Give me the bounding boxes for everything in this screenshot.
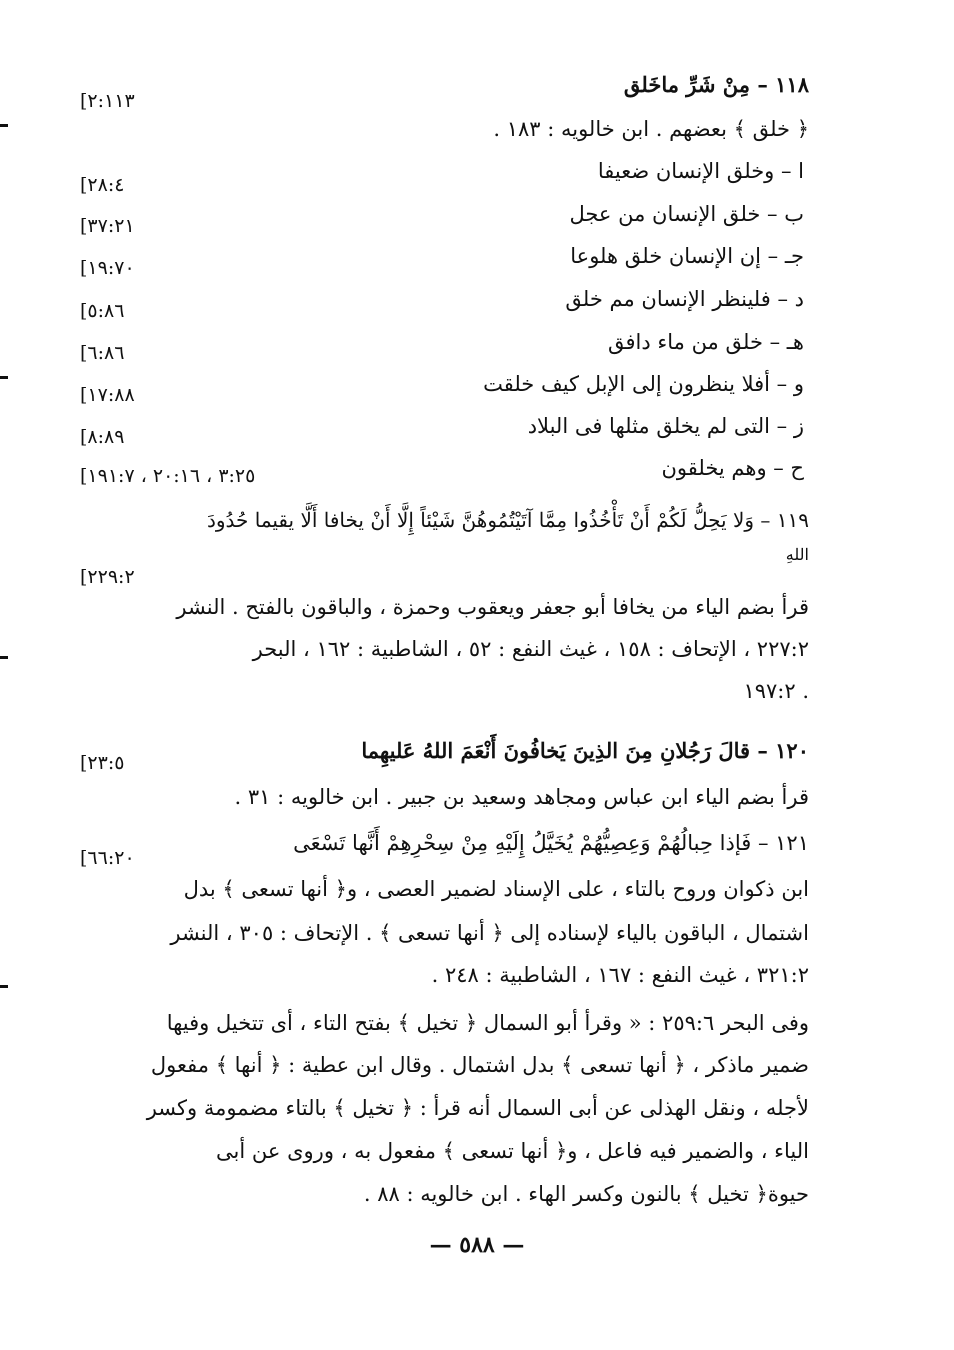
entry-118-subitem-ref: [٥:٨٦ xyxy=(80,300,125,322)
entry-121-commentary: اشتمال ، الباقون بالياء لإسناده إلى ﴿ أنها تسعى ﴾ . الإتحاف : ٣٠٥ ، النشر xyxy=(170,921,809,945)
entry-121-commentary: ابن ذكوان وروح بالتاء ، على الإسناد لضمير العصى ، و﴿ أنها تسعى ﴾ بدل xyxy=(183,877,809,901)
margin-mark xyxy=(0,376,8,379)
entry-119-commentary: قرأ بضم الياء من يخافا أبو جعفر ويعقوب وحمزة ، والباقون بالفتح . النشر xyxy=(176,595,809,619)
entry-118-subitem: جـ – إن الإنسان خلق هلوعا xyxy=(570,244,804,268)
entry-118-subitem-ref: [٣:٢٥ ، ٢٠:١٦ ، ١٩١:٧ xyxy=(80,465,256,487)
entry-121-bahr: ضمير ماذكر ، ﴿ أنها تسعى ﴾ بدل اشتمال . وقال ابن عطية : ﴿ أنها ﴾ مفعول xyxy=(150,1053,809,1077)
entry-118-subitem-ref: [١٩:٧٠ xyxy=(80,257,135,279)
entry-121-commentary: ٣٢١:٢ ، غيث النفع : ١٦٧ ، الشاطبية : ٢٤٨ . xyxy=(431,963,809,987)
entry-118-subitem: ا – وخلق الإنسان ضعيفا xyxy=(597,159,804,183)
entry-119-commentary: ٢٢٧:٢ ، الإتحاف : ١٥٨ ، غيث النفع : ٥٢ ، الشاطبية : ١٦٢ ، البحر xyxy=(252,637,809,661)
entry-118-subitem-ref: [٢٨:٤ xyxy=(80,174,125,196)
entry-118-subitem-ref: [٨:٨٩ xyxy=(80,426,125,448)
entry-120-ref: [٢٣:٥ xyxy=(80,752,125,774)
entry-121-bahr: الياء ، والضمير فيه فاعل ، و﴿ أنها تسعى ﴾ مفعول به ، وروى عن أبى xyxy=(216,1139,809,1163)
entry-118-subitem-ref: [٣٧:٢١ xyxy=(80,215,135,237)
entry-120-commentary: قرأ بضم الياء ابن عباس ومجاهد وسعيد بن جبير . ابن خالويه : ٣١ . xyxy=(234,785,809,809)
entry-118-subitem-ref: [١٧:٨٨ xyxy=(80,384,135,406)
entry-118-subitem: ح – وهم يخلقون xyxy=(661,456,804,480)
entry-118-ref: [٢:١١٣ xyxy=(80,90,135,112)
entry-118-subitem: هـ – خلق من ماء دافق xyxy=(607,330,804,354)
entry-118-subitem: ز – التى لم يخلق مثلها فى البلاد xyxy=(527,414,804,438)
entry-118-subitem: ب – خلق الإنسان من عجل xyxy=(569,202,804,226)
entry-121-ref: [٦٦:٢٠ xyxy=(80,847,135,869)
page-number: — ٥٨٨ — xyxy=(429,1232,525,1258)
entry-118-subitem-ref: [٦:٨٦ xyxy=(80,342,125,364)
entry-118-subitem: و – أفلا ينظرون إلى الإبل كيف خلقت xyxy=(483,372,804,396)
entry-121-bahr: حيوة﴿ تخيل ﴾ بالنون وكسر الهاء . ابن خالويه : ٨٨ . xyxy=(363,1182,809,1206)
entry-118-subitem: د – فلينظر الإنسان مم خلق xyxy=(565,287,804,311)
entry-121-verse: ١٢١ – فَإذا حِبالُهُمْ وَعِصِيُّهُمْ يُخَيَّلُ إِلَيْهِ مِنْ سِحْرِهِمْ أَنَّها تَسْعَى xyxy=(293,831,809,855)
entry-119-verse-continuation: اللهِ xyxy=(785,545,809,564)
entry-119-ref: [٢٢٩:٢ xyxy=(80,566,135,588)
entry-118-heading: ١١٨ – مِنْ شَرِّ ماخَلق xyxy=(623,72,809,97)
entry-119-commentary: ١٩٧:٢ . xyxy=(743,679,809,703)
entry-121-bahr: لأجله ، ونقل الهذلى عن أبى السمال أنه قرأ : ﴿ تخيل ﴾ بالتاء مضمومة وكسر xyxy=(146,1096,809,1120)
entry-118-note: ﴿ خلق ﴾ بعضهم . ابن خالويه : ١٨٣ . xyxy=(493,117,809,141)
entry-119-verse: ١١٩ – وَلا يَحِلُّ لَكُمْ أَنْ تَأْخُذُوا مِمَّا آتَيْتُمُوهُنَّ شَيْئاً إِلَّا أَنْ يخافا أَلَّا يقيما حُدُودَ xyxy=(206,508,809,532)
entry-121-bahr: وفى البحر ٢٥٩:٦ : « وقرأ أبو السمال ﴿ تخيل ﴾ بفتح التاء ، أى تتخيل وفيها xyxy=(166,1011,809,1035)
margin-mark xyxy=(0,985,8,988)
margin-mark xyxy=(0,656,8,659)
margin-mark xyxy=(0,124,8,127)
entry-120-verse: ١٢٠ – قالَ رَجُلانِ مِنَ الذِينَ يَخافُونَ أَنْعَمَ اللهُ عَليهِما xyxy=(361,738,809,763)
